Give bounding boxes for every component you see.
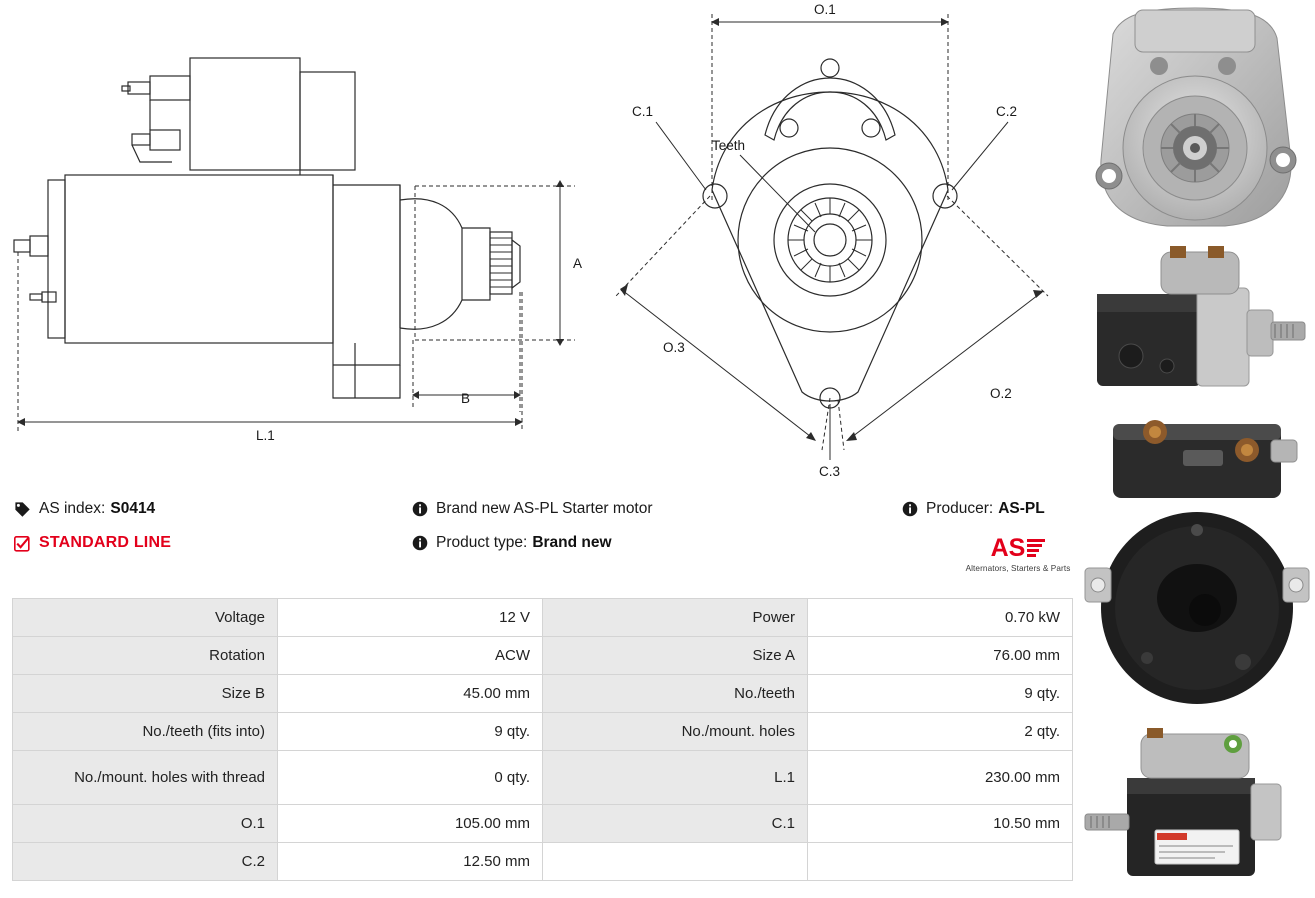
spec-label: No./mount. holes with thread xyxy=(13,751,278,805)
spec-label: Rotation xyxy=(13,637,278,675)
product-description-field xyxy=(412,500,902,518)
photo-2-svg xyxy=(1075,238,1315,408)
product-photo-full-unit xyxy=(1075,722,1315,898)
table-row xyxy=(13,713,1073,751)
spec-value: 2 qty. xyxy=(808,713,1073,751)
spec-value: 9 qty. xyxy=(278,713,543,751)
aspl-logo xyxy=(962,536,1074,573)
table-row xyxy=(13,805,1073,843)
spec-label: C.1 xyxy=(543,805,808,843)
product-description: Brand new AS-PL Starter motor xyxy=(436,500,653,517)
starter-side-view-drawing xyxy=(0,0,600,480)
producer-value: AS-PL xyxy=(998,500,1045,517)
photo-3-svg xyxy=(1075,410,1315,720)
dim-o2-label: O.2 xyxy=(990,386,1012,401)
product-type-label: Product type: xyxy=(436,534,528,551)
photo-4-svg xyxy=(1075,722,1315,898)
spec-value: 0.70 kW xyxy=(808,599,1073,637)
front-view-svg xyxy=(600,0,1070,490)
table-row xyxy=(13,675,1073,713)
dim-c3-label: C.3 xyxy=(819,464,841,479)
producer-label: Producer: xyxy=(926,500,994,517)
product-photo-column xyxy=(1075,0,1315,898)
spec-value: 45.00 mm xyxy=(278,675,543,713)
table-row xyxy=(13,843,1073,881)
spec-value: 9 qty. xyxy=(808,675,1073,713)
dim-c2-label: C.2 xyxy=(996,104,1018,119)
side-view-svg xyxy=(0,0,600,480)
spec-label: O.1 xyxy=(13,805,278,843)
aspl-logo-text: AS xyxy=(990,534,1026,562)
spec-value: ACW xyxy=(278,637,543,675)
spec-label: Size A xyxy=(543,637,808,675)
specifications-table-body xyxy=(13,599,1073,881)
aspl-logo-mark xyxy=(991,536,1046,561)
spec-value: 12.50 mm xyxy=(278,843,543,881)
product-info-block xyxy=(14,500,1074,590)
info-icon xyxy=(412,535,428,551)
spec-label: Size B xyxy=(13,675,278,713)
aspl-logo-bars xyxy=(1027,539,1045,559)
info-row-2 xyxy=(14,534,1074,568)
dim-b-label: B xyxy=(461,391,471,406)
dim-o3-label: O.3 xyxy=(663,340,685,355)
specifications-table xyxy=(12,598,1073,881)
info-row-1 xyxy=(14,500,1074,534)
standard-line-badge xyxy=(14,534,412,552)
product-type-field xyxy=(412,534,902,552)
dim-c1-label: C.1 xyxy=(632,104,654,119)
info-icon xyxy=(902,501,918,517)
table-row xyxy=(13,751,1073,805)
technical-drawings xyxy=(0,0,1070,490)
as-index-field xyxy=(14,500,412,518)
spec-value: 76.00 mm xyxy=(808,637,1073,675)
product-photo-solenoid xyxy=(1075,410,1315,720)
teeth-label: Teeth xyxy=(712,138,746,153)
info-icon xyxy=(412,501,428,517)
dim-l1-label: L.1 xyxy=(256,428,275,443)
dim-a-label: A xyxy=(573,256,583,271)
aspl-logo-tagline: Alternators, Starters & Parts xyxy=(965,564,1071,573)
spec-value: 12 V xyxy=(278,599,543,637)
spec-label: Voltage xyxy=(13,599,278,637)
spec-label: No./teeth xyxy=(543,675,808,713)
starter-front-view-drawing xyxy=(600,0,1070,490)
as-index-label: AS index: xyxy=(39,500,106,517)
check-square-icon xyxy=(14,535,31,552)
dim-o1-label: O.1 xyxy=(814,2,836,17)
spec-empty-cell xyxy=(808,843,1073,881)
table-row xyxy=(13,637,1073,675)
photo-1-svg xyxy=(1075,0,1315,236)
spec-value: 0 qty. xyxy=(278,751,543,805)
table-row xyxy=(13,599,1073,637)
spec-value: 10.50 mm xyxy=(808,805,1073,843)
spec-value: 105.00 mm xyxy=(278,805,543,843)
product-photo-side xyxy=(1075,238,1315,408)
tag-icon xyxy=(14,501,31,518)
spec-label: No./teeth (fits into) xyxy=(13,713,278,751)
product-photo-front-housing xyxy=(1075,0,1315,236)
spec-label: L.1 xyxy=(543,751,808,805)
as-index-value: S0414 xyxy=(110,500,156,517)
spec-value: 230.00 mm xyxy=(808,751,1073,805)
product-type-value: Brand new xyxy=(532,534,612,551)
spec-label: No./mount. holes xyxy=(543,713,808,751)
standard-line-text: STANDARD LINE xyxy=(39,534,172,551)
spec-label: Power xyxy=(543,599,808,637)
spec-empty-cell xyxy=(543,843,808,881)
producer-field xyxy=(902,500,1072,518)
spec-label: C.2 xyxy=(13,843,278,881)
